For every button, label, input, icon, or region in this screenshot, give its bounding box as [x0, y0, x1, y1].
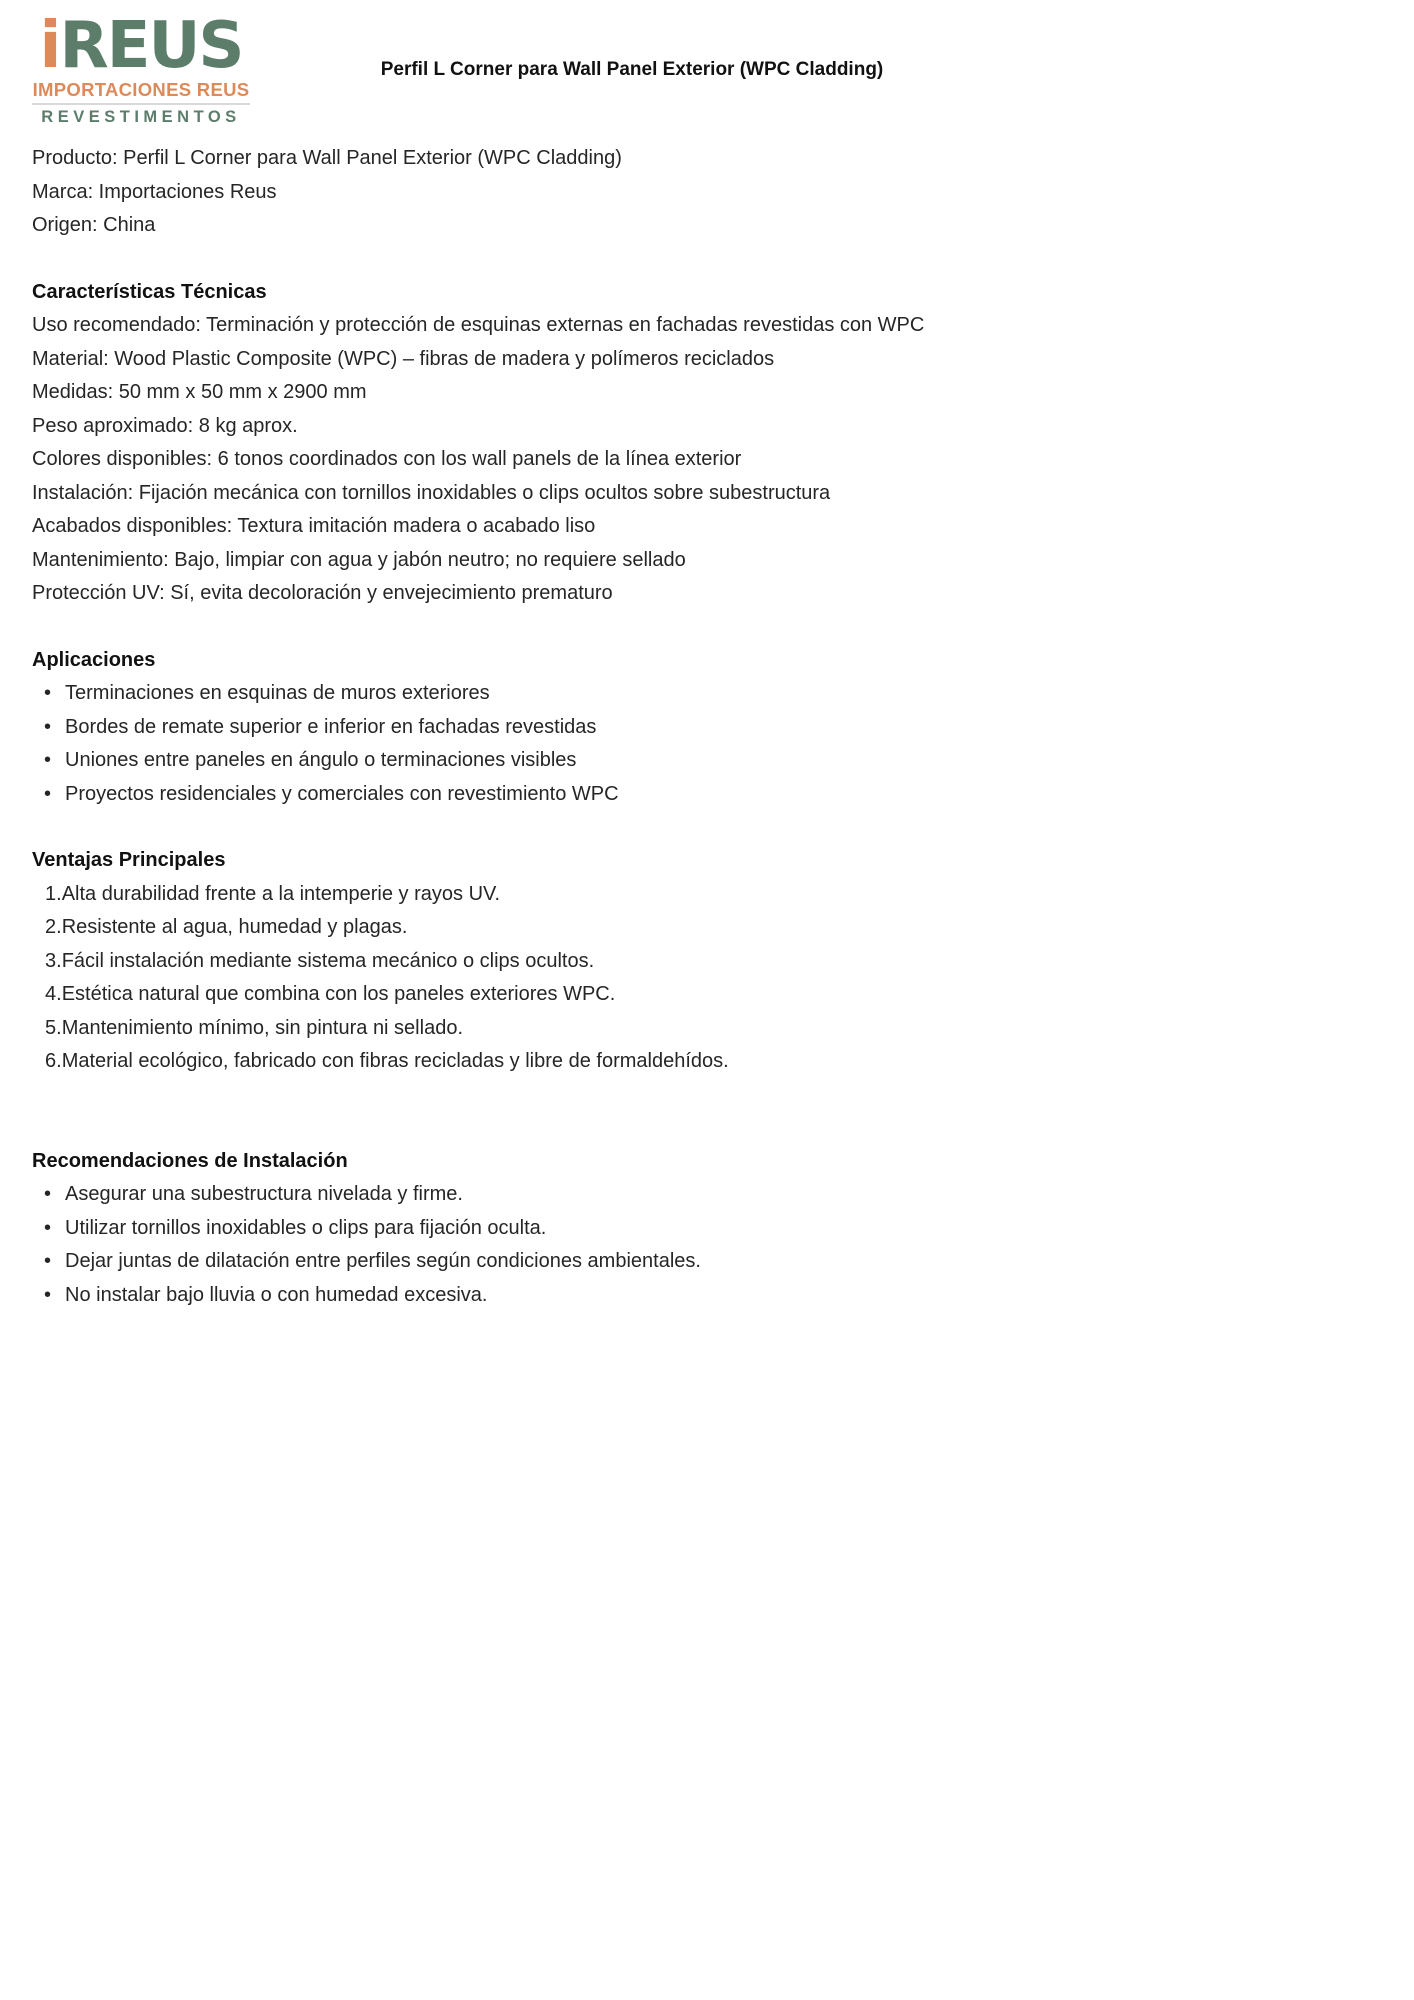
intro-line: Marca: Importaciones Reus — [32, 180, 277, 203]
list-item: • No instalar bajo lluvia o con humedad excesiva. — [32, 1279, 1374, 1313]
intro-block — [32, 142, 1374, 243]
caracteristica-line: Colores disponibles: 6 tonos coordinados con los wall panels de la línea exterior — [32, 448, 742, 470]
list-item: Fácil instalación mediante sistema mecánico o clips ocultos. — [61, 949, 595, 972]
list-item: • Dejar juntas de dilatación entre perfiles según condiciones ambientales. — [32, 1245, 1374, 1279]
list-item: Resistente al agua, humedad y plagas. — [61, 916, 408, 938]
logo-tagline-revestimentos: REVESTIMENTOS — [41, 108, 241, 126]
list-item: • Utilizar tornillos inoxidables o clips para fijación oculta. — [32, 1212, 1374, 1246]
heading-ventajas-principales: Ventajas Principales — [32, 849, 226, 871]
logo-wordmark — [32, 9, 250, 83]
recomendaciones-list — [32, 1178, 1374, 1312]
company-logo — [32, 9, 250, 126]
list-item: Alta durabilidad frente a la intemperie y rayos UV. — [61, 882, 501, 905]
list-item: • Asegurar una subestructura nivelada y firme. — [32, 1178, 1374, 1212]
caracteristica-line: Medidas: 50 mm x 50 mm x 2900 mm — [32, 381, 367, 403]
list-item: Mantenimiento mínimo, sin pintura ni sellado. — [61, 1016, 463, 1039]
heading-recomendaciones-instalacion: Recomendaciones de Instalación — [32, 1149, 348, 1172]
logo-subtitle-normal: IMPORTACIONES — [32, 79, 197, 100]
caracteristica-line: Mantenimiento: Bajo, limpiar con agua y jabón neutro; no requiere sellado — [32, 548, 686, 571]
page-title: Perfil L Corner para Wall Panel Exterior (WPC Cladding) — [380, 59, 884, 80]
list-item: • Terminaciones en esquinas de muros exteriores — [32, 677, 1374, 711]
intro-line: Producto: Perfil L Corner para Wall Panel Exterior (WPC Cladding) — [32, 147, 622, 169]
caracteristicas-lines — [32, 309, 1374, 611]
heading-caracteristicas-tecnicas: Características Técnicas — [32, 280, 267, 303]
list-item: • Proyectos residenciales y comerciales con revestimiento WPC — [32, 778, 1374, 812]
logo-letters-reus: REUS — [59, 9, 243, 83]
caracteristica-line: Uso recomendado: Terminación y protección de esquinas externas en fachadas revestidas con WPC — [32, 314, 925, 336]
list-item: • Bordes de remate superior e inferior en fachadas revestidas — [32, 711, 1374, 745]
list-item: • Uniones entre paneles en ángulo o terminaciones visibles — [32, 744, 1374, 778]
caracteristica-line: Acabados disponibles: Textura imitación madera o acabado liso — [32, 515, 596, 537]
caracteristica-line: Protección UV: Sí, evita decoloración y envejecimiento prematuro — [32, 582, 613, 604]
logo-letter-i: i — [39, 9, 60, 83]
caracteristica-line: Material: Wood Plastic Composite (WPC) – fibras de madera y polímeros reciclados — [32, 347, 775, 370]
list-item: Material ecológico, fabricado con fibras recicladas y libre de formaldehídos. — [61, 1050, 729, 1072]
document-header — [32, 9, 1374, 126]
heading-aplicaciones: Aplicaciones — [32, 648, 156, 671]
intro-line: Origen: China — [32, 214, 156, 236]
caracteristica-line: Peso aproximado: 8 kg aprox. — [32, 414, 298, 437]
ventajas-list — [32, 878, 1374, 1079]
list-item: Estética natural que combina con los paneles exteriores WPC. — [61, 983, 616, 1005]
caracteristica-line: Instalación: Fijación mecánica con tornillos inoxidables o clips ocultos sobre subestructura — [32, 481, 831, 504]
logo-subtitle-importaciones-reus — [32, 80, 250, 105]
aplicaciones-list — [32, 677, 1374, 811]
logo-subtitle-bold: REUS — [196, 79, 250, 100]
